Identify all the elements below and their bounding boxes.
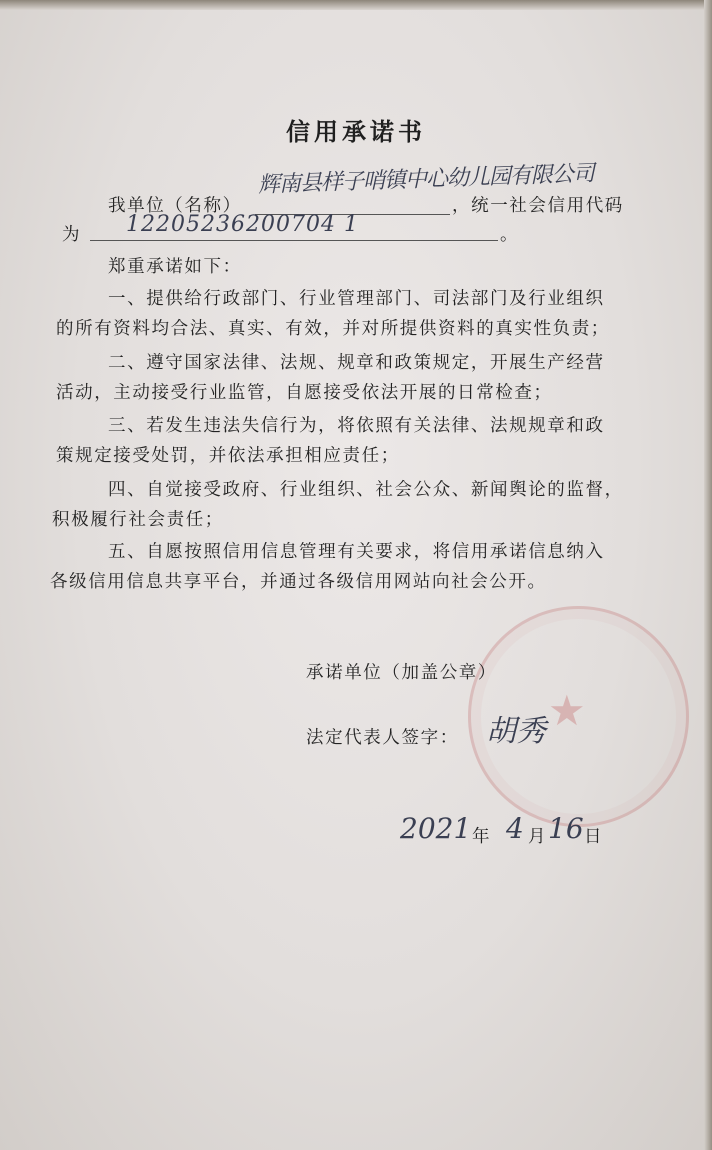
date-month-char: 月 [528,827,548,847]
intro-suffix: ，统一社会信用代码 [452,196,624,216]
item-3-line-2: 策规定接受处罚，并依法承担相应责任； [56,446,400,466]
document-title: 信用承诺书 [286,118,426,146]
page-edge-top [0,0,712,10]
code-prefix: 为 [62,225,82,245]
date-day-char: 日 [584,827,604,847]
intro-prefix: 我单位（名称） [108,196,242,216]
seal-star-icon: ★ [548,686,586,735]
code-suffix: 。 [500,225,520,245]
solemn-line: 郑重承诺如下： [108,257,242,277]
item-4-line-1: 四、自觉接受政府、行业组织、社会公众、新闻舆论的监督， [108,480,624,500]
item-5-line-2: 各级信用信息共享平台，并通过各级信用网站向社会公开。 [50,572,547,592]
date-month-handwritten: 4 [506,812,524,845]
representative-label: 法定代表人签字： [306,728,459,748]
item-3-line-1: 三、若发生违法失信行为，将依照有关法律、法规规章和政 [108,416,605,436]
date-year-char: 年 [472,827,492,847]
date-day-handwritten: 16 [548,812,584,845]
item-1-line-2: 的所有资料均合法、真实、有效，并对所提供资料的真实性负责； [56,319,610,339]
date-year-handwritten: 2021 [400,812,472,845]
item-1-line-1: 一、提供给行政部门、行业管理部门、司法部门及行业组织 [108,289,605,309]
item-5-line-1: 五、自愿按照信用信息管理有关要求，将信用承诺信息纳入 [108,542,605,562]
unit-name-handwritten: 辉南县样子哨镇中心幼儿园有限公司 [257,161,595,198]
credit-code-handwritten: 12205236200704 1 [126,212,359,237]
page-edge-right [704,0,712,1150]
representative-signature: 胡秀 [486,714,546,749]
item-2-line-1: 二、遵守国家法律、法规、规章和政策规定，开展生产经营 [108,353,605,373]
item-2-line-2: 活动，主动接受行业监管，自愿接受依法开展的日常检查； [56,383,553,403]
seal-label: 承诺单位（加盖公章） [306,663,497,683]
credit-code-underline [90,240,498,241]
item-4-line-2: 积极履行社会责任； [52,510,224,530]
